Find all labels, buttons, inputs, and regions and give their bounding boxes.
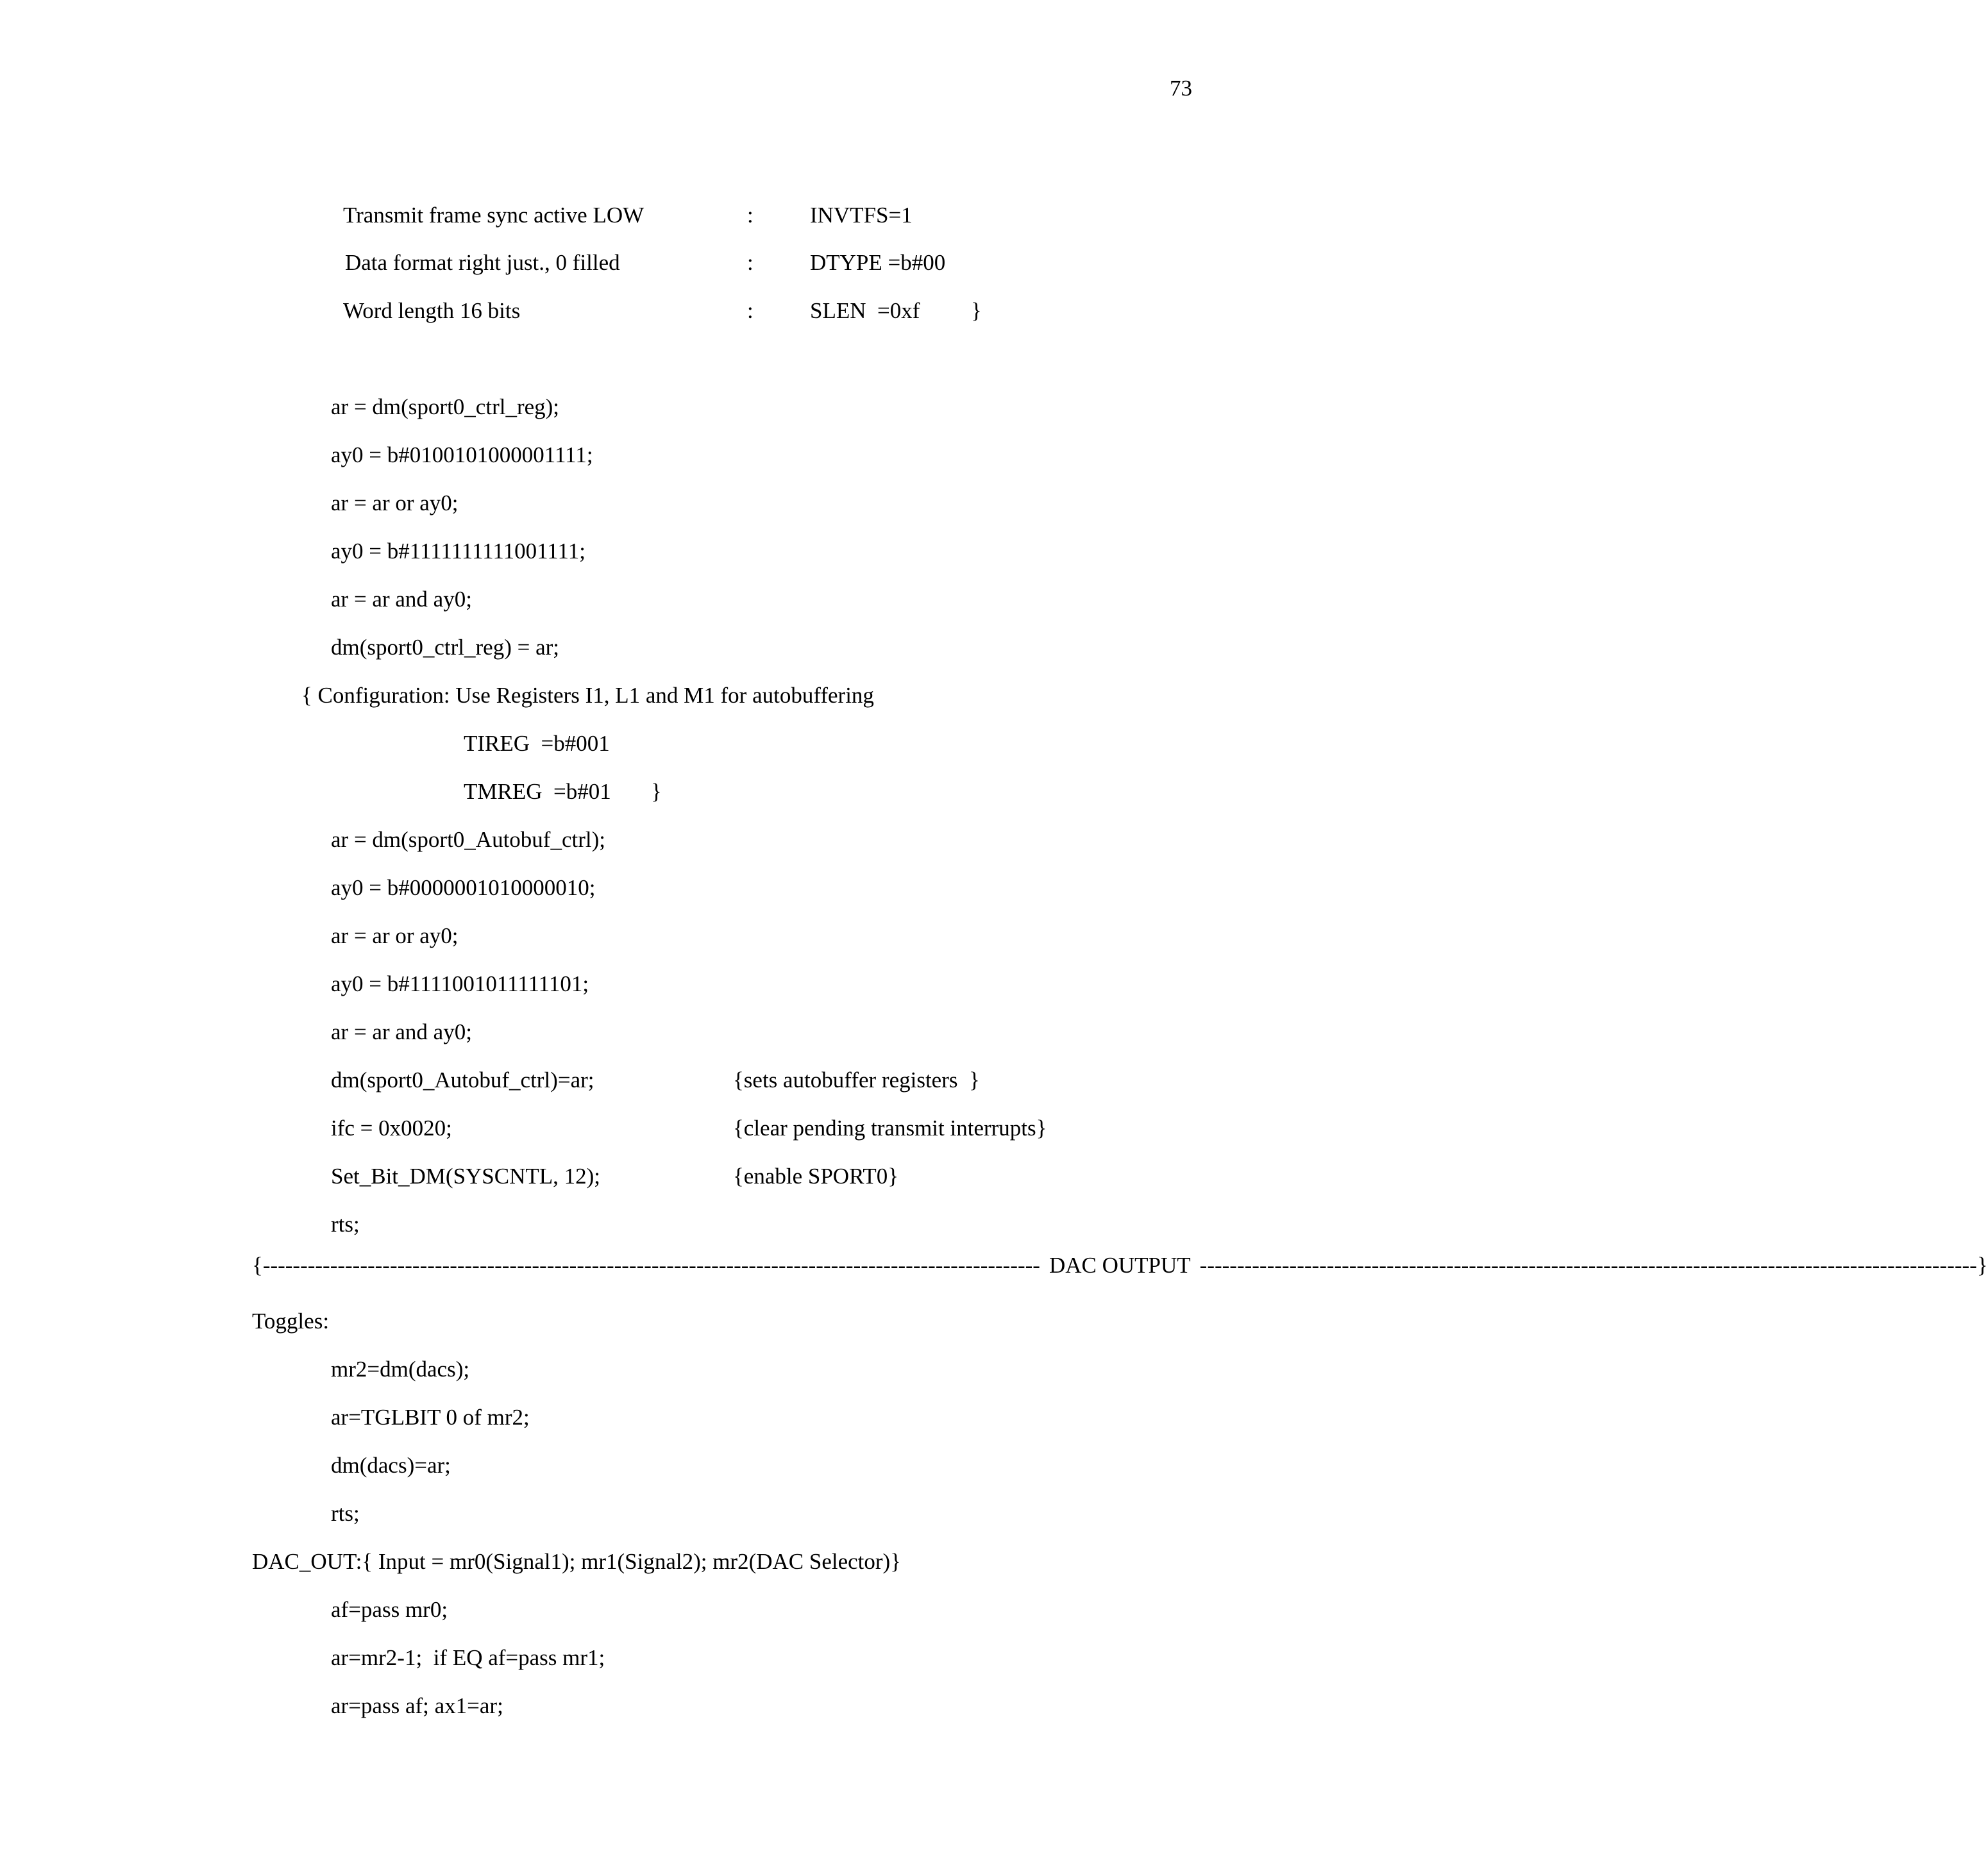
code-line: ar=pass af; ax1=ar; [331,1693,503,1718]
divider-title: DAC OUTPUT [1049,1252,1191,1278]
code-line: Set_Bit_DM(SYSCNTL, 12); [331,1164,601,1189]
closing-brace: } [651,779,662,804]
config-label: Transmit frame sync active LOW [343,203,644,228]
code-line: ay0 = b#1111001011111101; [331,971,589,996]
code-line: ar=mr2-1; if EQ af=pass mr1; [331,1645,605,1670]
divider-open-brace: { [252,1252,263,1278]
config-value: SLEN =0xf [810,298,920,323]
comment-line: { Configuration: Use Registers I1, L1 and M1 for autobuffering [301,683,874,708]
config-label: Data format right just., 0 filled [345,250,620,275]
code-line: ar=TGLBIT 0 of mr2; [331,1405,530,1430]
code-line: ay0 = b#1111111111001111; [331,539,585,564]
code-line: rts; [331,1212,360,1237]
divider-right-dashes: -------------------------------------------------------------------------------------------------------- [1199,1252,1977,1278]
config-separator: : [747,250,754,275]
closing-brace: } [971,298,982,323]
code-line: ay0 = b#0100101000001111; [331,442,593,467]
inline-comment: {enable SPORT0} [733,1164,899,1189]
code-line: af=pass mr0; [331,1597,448,1622]
config-separator: : [747,298,754,323]
config-value: INVTFS=1 [810,203,913,228]
inline-comment: {sets autobuffer registers } [733,1067,980,1092]
routine-label: Toggles: [252,1309,330,1334]
comment-tmreg: TMREG =b#01 [464,779,611,804]
code-line: dm(sport0_ctrl_reg) = ar; [331,635,560,660]
code-line: mr2=dm(dacs); [331,1357,470,1382]
code-line: dm(dacs)=ar; [331,1453,451,1478]
inline-comment: {clear pending transmit interrupts} [733,1116,1047,1141]
divider-left-dashes: -------------------------------------------------------------------------------------------------------- [262,1252,1040,1278]
code-line: ar = ar and ay0; [331,587,472,612]
code-line: rts; [331,1501,360,1526]
code-line: ar = ar or ay0; [331,490,459,515]
code-line: ar = ar or ay0; [331,923,459,948]
code-line: ifc = 0x0020; [331,1116,452,1141]
config-value: DTYPE =b#00 [810,250,946,275]
code-line: ay0 = b#0000001010000010; [331,875,596,900]
code-line: dm(sport0_Autobuf_ctrl)=ar; [331,1067,594,1092]
code-line: ar = ar and ay0; [331,1019,472,1044]
code-line: ar = dm(sport0_Autobuf_ctrl); [331,827,605,852]
routine-label: DAC_OUT:{ Input = mr0(Signal1); mr1(Signal2); mr2(DAC Selector)} [252,1549,902,1574]
config-separator: : [747,203,754,228]
section-divider [252,1252,1988,1278]
page-number: 73 [1170,76,1192,101]
comment-tireg: TIREG =b#001 [464,731,610,756]
divider-close-brace: } [1976,1252,1988,1278]
config-label: Word length 16 bits [343,298,521,323]
code-line: ar = dm(sport0_ctrl_reg); [331,394,560,419]
